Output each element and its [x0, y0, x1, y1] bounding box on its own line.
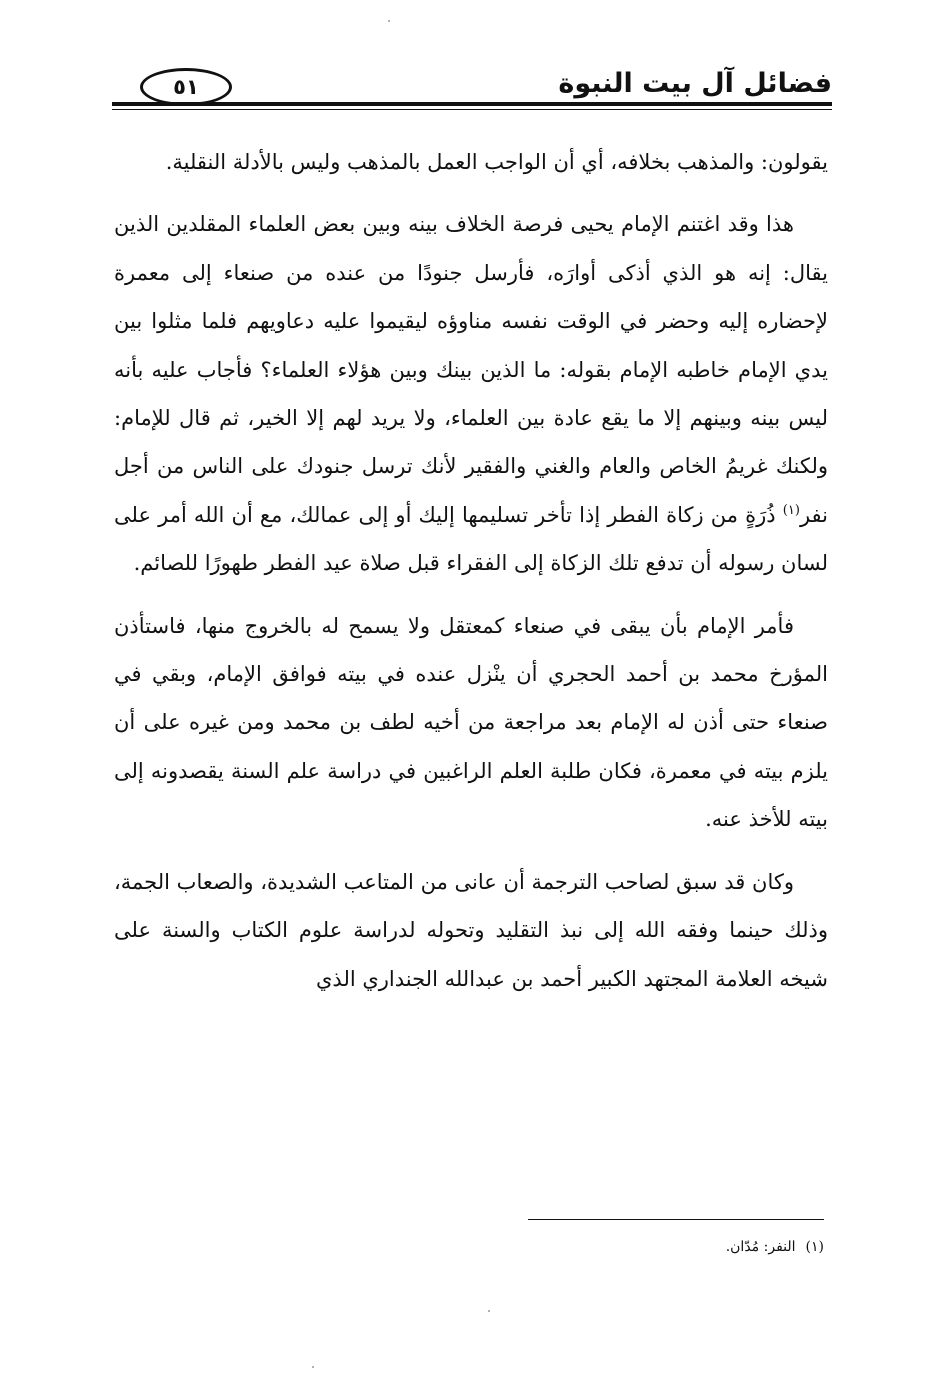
- footnote-marker: (١): [805, 1239, 824, 1255]
- paragraph-text: يقولون: والمذهب بخلافه، أي أن الواجب العمل بالمذهب وليس بالأدلة النقلية.: [165, 150, 828, 174]
- page-header: [112, 62, 832, 114]
- scan-speck: [488, 1310, 490, 1312]
- paragraph-text: وكان قد سبق لصاحب الترجمة أن عانى من المتاعب الشديدة، والصعاب الجمة، وذلك حينما وفقه الله إلى نبذ التقليد وتحوله لدراسة علوم الكتاب والسنة على شيخه العلامة المجتهد الكبير أحمد بن عبدالله الجنداري الذي: [114, 869, 828, 991]
- footnote: [324, 1236, 824, 1258]
- paragraph: [114, 200, 828, 587]
- running-title: فضائل آل بيت النبوة: [558, 68, 832, 99]
- footnote-separator: [528, 1219, 824, 1220]
- page-number-oval: [140, 68, 232, 106]
- page-number: ٥١: [173, 74, 199, 99]
- paragraph: [114, 138, 828, 186]
- scan-speck: [312, 1366, 314, 1368]
- scan-speck: [388, 20, 390, 22]
- footnote-reference: (١): [782, 502, 800, 518]
- paragraph-text: هذا وقد اغتنم الإمام يحيى فرصة الخلاف بينه وبين بعض العلماء المقلدين الذين يقال: إنه هو الذي أذكى أوارَه، فأرسل جنودًا من عنده من صنعاء إلى معمرة لإحضاره إليه وحضر في الوقت نفسه مناوؤه ليقيموا عليه دعاويهم فلما مثلوا بين يدي الإمام خاطبه الإمام بقوله: ما الذين بينك وبين هؤلاء العلماء؟ فأجاب عليه بأنه ليس بينه وبينهم إلا ما يقع عادة بين العلماء، ولا يريد لهم إلا الخير، ثم قال للإمام: ولكنك غريمُ الخاص والعام والغني والفقير لأنك ترسل جنودك على الناس من أجل نفر: [114, 212, 828, 527]
- paragraph-text: ذُرَةٍ من زكاة الفطر إذا تأخر تسليمها إليك أو إلى عمالك، مع أن الله أمر على لسان رسوله أن تدفع تلك الزكاة إلى الفقراء قبل صلاة عيد الفطر طهورًا للصائم.: [114, 502, 828, 576]
- paragraph: [114, 858, 828, 1003]
- body-text: [114, 138, 828, 1017]
- paragraph-text: فأمر الإمام بأن يبقى في صنعاء كمعتقل ولا يسمح له بالخروج منها، فاستأذن المؤرخ محمد بن أحمد الحجري أن ينْزل عنده في بيته فوافق الإمام، وبقي في صنعاء حتى أذن له الإمام بعد مراجعة من أخيه لطف بن محمد ومن غيره على أن يلزم بيته في معمرة، فكان طلبة العلم الراغبين في دراسة علم السنة يقصدونه إلى بيته للأخذ عنه.: [114, 613, 828, 832]
- header-rule-thin: [112, 109, 832, 110]
- footnote-text: النفر: مُدّان.: [725, 1239, 796, 1255]
- paragraph: [114, 602, 828, 844]
- header-rule: [112, 102, 832, 106]
